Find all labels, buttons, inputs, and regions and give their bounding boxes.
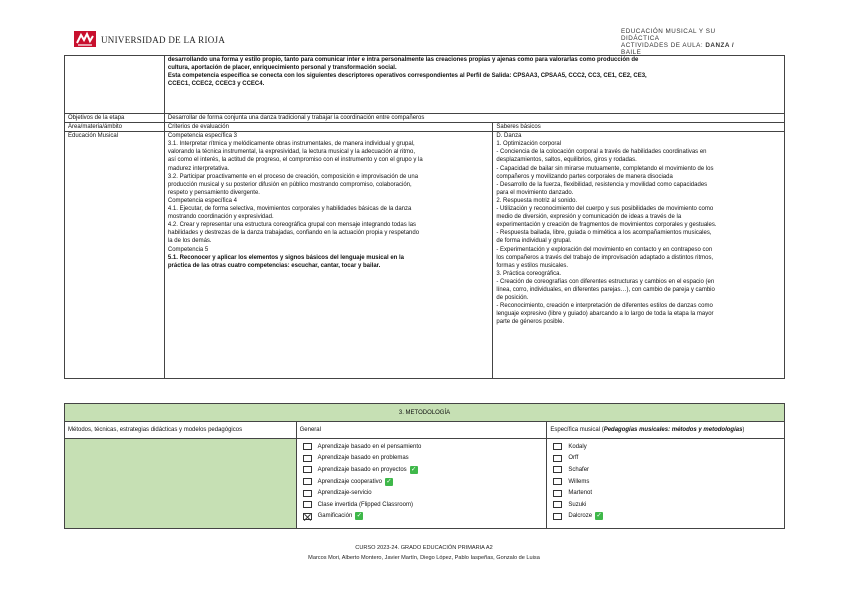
- checkbox[interactable]: [553, 513, 562, 520]
- knowledge-line: - Creación de coreografías con diferentes estructuras y cambios en el espacio (en: [496, 278, 715, 285]
- checkbox[interactable]: [303, 443, 312, 450]
- general-header: General: [296, 422, 547, 439]
- knowledge-line: D. Danza: [496, 133, 522, 140]
- knowledge-line: experimentación y creación de fragmentos de movimientos corporales y gestuales.: [496, 222, 717, 229]
- criteria-line: habilidades y destrezas de la danza trabajadas, confiando en la actuación propia y respetando: [167, 230, 420, 237]
- knowledge-header: Saberes básicos: [493, 123, 785, 132]
- checkbox[interactable]: [553, 490, 562, 497]
- knowledge-line: formas y estilos musicales.: [496, 262, 569, 269]
- checkbox[interactable]: [553, 466, 562, 473]
- knowledge-line: medio de diversión, expresión y comunicación de ideas a través de la: [496, 214, 682, 221]
- criteria-line: Competencia específica 4: [167, 197, 237, 204]
- objectives-value: Desarrollar de forma conjunta una danza tradicional y trabajar la coordinación entre compañeros: [164, 114, 784, 123]
- option-problemas: Aprendizaje basado en problemas: [300, 453, 544, 465]
- page-header: [0, 0, 848, 56]
- knowledge-line: - Conciencia de la colocación corporal a través de habilidades coordinativas en: [496, 149, 707, 156]
- option-flipped: Clase invertida (Flipped Classroom): [300, 499, 544, 511]
- knowledge-line: para el movimiento danzado.: [496, 189, 574, 196]
- criteria-header: Criterios de evaluación: [164, 123, 493, 132]
- criteria-cell: [164, 132, 493, 379]
- university-name: UNIVERSIDAD DE LA RIOJA: [101, 35, 226, 45]
- general-options: [296, 439, 547, 529]
- criteria-line: práctica de las otras cuatro competencias: escuchar, cantar, tocar y bailar.: [167, 262, 381, 269]
- knowledge-line: de posición.: [496, 295, 529, 302]
- knowledge-line: 3. Práctica coreográfica.: [496, 270, 562, 277]
- competence-intro-cell: desarrollando una forma y estilo propio, tanto para comunicar inter e intra personalmente las creaciones propias y ajenas como para valorarlas como producción de cultura, aportación de placer, enriquecimiento personal y transformación social. Esta competencia específica se conecta con los siguientes descriptores operativos correspondientes al Perfil de Salida: CPSAA3, CPSAA5, CCC2, CC3, CE1, CE2, CE3, CCEC1, CCEC2, CCEC3 y CCEC4.: [164, 56, 784, 114]
- knowledge-line: 2. Respuesta motriz al sonido.: [496, 197, 578, 204]
- checkbox[interactable]: [303, 455, 312, 462]
- option-willems: Willems: [550, 476, 781, 488]
- option-dalcroze: Dalcroze ✓: [550, 511, 781, 523]
- knowledge-line: - Utilización y reconocimiento del cuerpo y sus posibilidades de movimiento como: [496, 206, 714, 213]
- criteria-line: 3.2. Participar proactivamente en el proceso de creación, composición e improvisación de una: [167, 173, 419, 180]
- knowledge-cell: [493, 132, 785, 379]
- checkbox[interactable]: [303, 466, 312, 473]
- option-suzuki: Suzuki: [550, 499, 781, 511]
- check-mark-icon: ✓: [386, 477, 392, 485]
- criteria-line: respeto y pensamiento divergente.: [167, 189, 260, 196]
- checkbox[interactable]: [303, 478, 312, 485]
- knowledge-line: línea, corro, individuales, en diferentes parejas…), con cambio de pareja y cambio: [496, 286, 715, 293]
- area-label: Área/materia/ámbito: [65, 123, 165, 132]
- knowledge-line: - Respuesta bailada, libre, guiada o mimética a los acompañamientos musicales,: [496, 230, 712, 237]
- knowledge-line: - Reconocimiento, creación e interpretación de diferentes estilos de danzas como: [496, 303, 713, 310]
- criteria-line: valorando la técnica instrumental, la expresividad, la lectura musical y la adecuación al ritmo,: [167, 149, 416, 156]
- knowledge-line: los compañeros a través del trabajo de improvisación adaptado a distintos ritmos,: [496, 254, 714, 261]
- option-gamificacion: Gamificación ✓: [300, 511, 544, 523]
- objectives-label: Objetivos de la etapa: [65, 114, 165, 123]
- knowledge-line: 1. Optimización corporal: [496, 141, 562, 148]
- knowledge-line: desplazamientos, saltos, equilibrios, giros y rodadas.: [496, 157, 637, 164]
- criteria-line: madurez interpretativa.: [167, 165, 230, 172]
- checkbox[interactable]: [553, 501, 562, 508]
- methodology-title: 3. METODOLOGÍA: [65, 404, 785, 422]
- methods-header: Métodos, técnicas, estrategias didácticas y modelos pedagógicos: [65, 422, 297, 439]
- check-mark-icon: ✓: [356, 512, 363, 520]
- footer-authors: Marcos Mori, Alberto Montero, Javier Martín, Diego López, Pablo Iaspeñas, Gonzalo de Luisa: [308, 555, 540, 561]
- empty-label-cell: [65, 56, 165, 114]
- checkbox-checked[interactable]: [303, 513, 312, 520]
- criteria-line: 4.1. Ejecutar, de forma selectiva, movimientos corporales y habilidades básicas de la danza: [167, 206, 412, 213]
- criteria-line: mostrando coordinación y expresividad.: [167, 214, 274, 221]
- knowledge-line: - Desarrollo de la fuerza, flexibilidad, resistencia y movilidad como capacidades: [496, 181, 708, 188]
- specific-header: Específica musical (Pedagogías musicales: métodos y metodologías): [547, 422, 785, 439]
- criteria-line: 4.2. Crear y representar una estructura coreográfica grupal con mensaje integrando todas las: [167, 222, 417, 229]
- university-logo-icon: [74, 31, 96, 47]
- knowledge-line: lenguaje expresivo (libre y guiado) abarcando a lo largo de toda la etapa la mayor: [496, 311, 714, 318]
- methods-cell: [65, 439, 297, 529]
- footer-course: CURSO 2023-24. GRADO EDUCACIÓN PRIMARIA A2: [355, 545, 493, 551]
- checkbox[interactable]: [553, 455, 562, 462]
- area-name: Educación Musical: [65, 132, 165, 379]
- check-mark-icon: ✓: [596, 512, 602, 520]
- knowledge-line: parte de géneros posible.: [496, 319, 565, 326]
- criteria-line: Competencia específica 3: [167, 133, 237, 140]
- option-orff: Orff: [550, 453, 781, 465]
- criteria-line: así como el interés, la actitud de progreso, el compromiso con el instrumento y con el grupo y la: [167, 157, 423, 164]
- criteria-line: producción musical y su posterior difusión en público mostrando compromiso, colaboración,: [167, 181, 412, 188]
- criteria-line: la de los demás.: [167, 238, 212, 245]
- option-servicio: Aprendizaje-servicio: [300, 487, 544, 499]
- knowledge-line: compañeros y movilizando partes corporales de manera disociada: [496, 173, 673, 180]
- curriculum-table: [64, 55, 785, 379]
- document-title: EDUCACIÓN MUSICAL Y SU DIDÁCTICA ACTIVIDADES DE AULA: DANZA / BAILE: [621, 28, 735, 56]
- check-mark-icon: ✓: [410, 465, 417, 473]
- knowledge-line: de forma individual y grupal.: [496, 238, 572, 245]
- criteria-line: Competencia 5: [167, 246, 209, 253]
- option-kodaly: Kodaly: [550, 441, 781, 453]
- knowledge-line: - Experimentación y exploración del movimiento en contacto y en contrapeso con: [496, 246, 713, 253]
- checkbox[interactable]: [553, 478, 562, 485]
- option-pensamiento: Aprendizaje basado en el pensamiento: [300, 441, 544, 453]
- option-schafer: Schafer: [550, 464, 781, 476]
- checkbox[interactable]: [553, 443, 562, 450]
- checkbox[interactable]: [303, 490, 312, 497]
- methodology-table: [64, 403, 785, 529]
- specific-options: [547, 439, 785, 529]
- knowledge-line: - Capacidad de bailar sin mirarse mutuamente, completando el movimiento de los: [496, 165, 714, 172]
- criteria-line: 5.1. Reconocer y aplicar los elementos y signos básicos del lenguaje musical en la: [167, 254, 404, 261]
- option-cooperativo: Aprendizaje cooperativo ✓: [300, 476, 544, 488]
- option-proyectos: Aprendizaje basado en proyectos ✓: [300, 464, 544, 476]
- criteria-line: 3.1. Interpretar rítmica y melódicamente obras instrumentales, de manera individual y grupal,: [167, 141, 415, 148]
- option-martenot: Martenot: [550, 487, 781, 499]
- checkbox[interactable]: [303, 501, 312, 508]
